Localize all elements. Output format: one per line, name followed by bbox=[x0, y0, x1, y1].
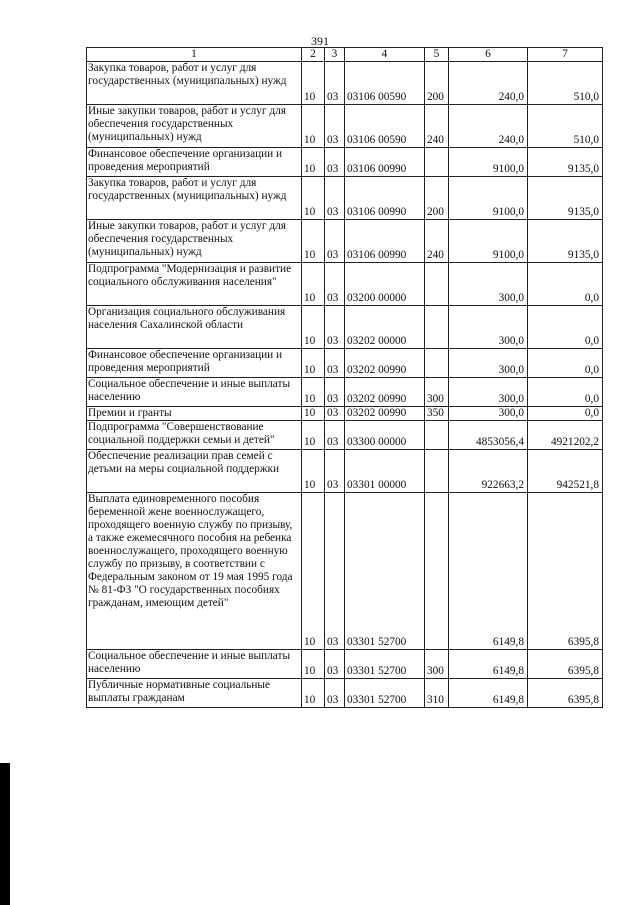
row-amount-1: 300,0 bbox=[449, 407, 528, 421]
row-amount-2: 6395,8 bbox=[528, 650, 603, 679]
scan-edge-mark bbox=[0, 763, 10, 905]
row-amount-2: 0,0 bbox=[528, 263, 603, 306]
row-subsection: 03 bbox=[325, 421, 345, 450]
row-expense-type: 200 bbox=[425, 177, 449, 220]
row-subsection: 03 bbox=[325, 493, 345, 650]
row-amount-1: 300,0 bbox=[449, 349, 528, 378]
row-amount-1: 300,0 bbox=[449, 263, 528, 306]
row-subsection: 03 bbox=[325, 62, 345, 105]
row-subsection: 03 bbox=[325, 148, 345, 177]
row-section: 10 bbox=[302, 450, 325, 493]
row-expense-type: 240 bbox=[425, 105, 449, 148]
row-name: Финансовое обеспечение организации и проведения мероприятий bbox=[87, 148, 302, 177]
table-row bbox=[87, 220, 603, 263]
row-amount-1: 9100,0 bbox=[449, 177, 528, 220]
row-expense-type bbox=[425, 148, 449, 177]
row-amount-2: 942521,8 bbox=[528, 450, 603, 493]
row-expense-type: 240 bbox=[425, 220, 449, 263]
row-target-article: 03106 00990 bbox=[345, 148, 425, 177]
row-amount-1: 4853056,4 bbox=[449, 421, 528, 450]
row-name: Закупка товаров, работ и услуг для государственных (муниципальных) нужд bbox=[87, 62, 302, 105]
row-section: 10 bbox=[302, 306, 325, 349]
row-subsection: 03 bbox=[325, 407, 345, 421]
row-name: Публичные нормативные социальные выплаты гражданам bbox=[87, 679, 302, 708]
row-target-article: 03106 00590 bbox=[345, 62, 425, 105]
table-row bbox=[87, 306, 603, 349]
row-subsection: 03 bbox=[325, 220, 345, 263]
row-target-article: 03106 00990 bbox=[345, 177, 425, 220]
table-row bbox=[87, 493, 603, 650]
row-section: 10 bbox=[302, 493, 325, 650]
row-target-article: 03106 00990 bbox=[345, 220, 425, 263]
header-cell-6: 6 bbox=[449, 48, 528, 62]
row-target-article: 03202 00990 bbox=[345, 407, 425, 421]
header-cell-2: 2 bbox=[302, 48, 325, 62]
row-amount-2: 0,0 bbox=[528, 378, 603, 407]
row-expense-type bbox=[425, 349, 449, 378]
budget-table bbox=[86, 47, 603, 708]
row-amount-1: 6149,8 bbox=[449, 650, 528, 679]
row-amount-1: 6149,8 bbox=[449, 679, 528, 708]
row-amount-1: 6149,8 bbox=[449, 493, 528, 650]
table-row bbox=[87, 62, 603, 105]
header-cell-5: 5 bbox=[425, 48, 449, 62]
row-target-article: 03301 52700 bbox=[345, 650, 425, 679]
row-name: Премии и гранты bbox=[87, 407, 302, 421]
row-amount-2: 0,0 bbox=[528, 407, 603, 421]
row-section: 10 bbox=[302, 177, 325, 220]
row-amount-2: 6395,8 bbox=[528, 679, 603, 708]
table-row bbox=[87, 421, 603, 450]
row-expense-type: 200 bbox=[425, 62, 449, 105]
row-subsection: 03 bbox=[325, 378, 345, 407]
row-expense-type bbox=[425, 493, 449, 650]
row-amount-1: 922663,2 bbox=[449, 450, 528, 493]
row-section: 10 bbox=[302, 148, 325, 177]
row-expense-type bbox=[425, 421, 449, 450]
row-amount-2: 510,0 bbox=[528, 62, 603, 105]
table-row bbox=[87, 450, 603, 493]
table-row bbox=[87, 263, 603, 306]
row-subsection: 03 bbox=[325, 650, 345, 679]
row-amount-2: 9135,0 bbox=[528, 148, 603, 177]
row-expense-type: 300 bbox=[425, 378, 449, 407]
row-section: 10 bbox=[302, 679, 325, 708]
table-row bbox=[87, 650, 603, 679]
header-cell-7: 7 bbox=[528, 48, 603, 62]
row-target-article: 03202 00990 bbox=[345, 378, 425, 407]
row-name: Финансовое обеспечение организации и проведения мероприятий bbox=[87, 349, 302, 378]
row-amount-1: 9100,0 bbox=[449, 148, 528, 177]
row-target-article: 03301 52700 bbox=[345, 493, 425, 650]
row-name: Выплата единовременного пособия беременной жене военнослужащего, проходящего военную службу по призыву, а также ежемесячного пособия на ребенка военнослужащего, проходящего военную службу по призыву, в соответствии с Федеральным законом от 19 мая 1995 года № 81-ФЗ "О государственных пособиях гражданам, имеющим детей" bbox=[87, 493, 302, 650]
row-amount-2: 0,0 bbox=[528, 306, 603, 349]
row-target-article: 03106 00590 bbox=[345, 105, 425, 148]
table-row bbox=[87, 349, 603, 378]
row-subsection: 03 bbox=[325, 349, 345, 378]
row-section: 10 bbox=[302, 62, 325, 105]
row-target-article: 03202 00990 bbox=[345, 349, 425, 378]
row-amount-1: 240,0 bbox=[449, 62, 528, 105]
row-target-article: 03301 52700 bbox=[345, 679, 425, 708]
row-amount-1: 300,0 bbox=[449, 306, 528, 349]
header-cell-3: 3 bbox=[325, 48, 345, 62]
row-amount-1: 9100,0 bbox=[449, 220, 528, 263]
row-subsection: 03 bbox=[325, 105, 345, 148]
row-name: Обеспечение реализации прав семей с детьми на меры социальной поддержки bbox=[87, 450, 302, 493]
row-amount-2: 0,0 bbox=[528, 349, 603, 378]
row-name: Организация социального обслуживания населения Сахалинской области bbox=[87, 306, 302, 349]
table-row bbox=[87, 407, 603, 421]
row-target-article: 03202 00000 bbox=[345, 306, 425, 349]
table-row bbox=[87, 105, 603, 148]
table-row bbox=[87, 148, 603, 177]
row-section: 10 bbox=[302, 263, 325, 306]
row-section: 10 bbox=[302, 407, 325, 421]
row-target-article: 03301 00000 bbox=[345, 450, 425, 493]
table-row bbox=[87, 378, 603, 407]
row-expense-type bbox=[425, 306, 449, 349]
row-expense-type bbox=[425, 263, 449, 306]
table-row bbox=[87, 679, 603, 708]
row-expense-type: 350 bbox=[425, 407, 449, 421]
page-number: 391 bbox=[311, 34, 329, 48]
table-body bbox=[87, 48, 603, 708]
header-row bbox=[87, 48, 603, 62]
row-subsection: 03 bbox=[325, 177, 345, 220]
row-subsection: 03 bbox=[325, 306, 345, 349]
table-row bbox=[87, 177, 603, 220]
row-amount-2: 9135,0 bbox=[528, 177, 603, 220]
row-amount-2: 6395,8 bbox=[528, 493, 603, 650]
row-section: 10 bbox=[302, 220, 325, 263]
row-amount-2: 9135,0 bbox=[528, 220, 603, 263]
row-name: Закупка товаров, работ и услуг для государственных (муниципальных) нужд bbox=[87, 177, 302, 220]
row-expense-type: 300 bbox=[425, 650, 449, 679]
row-expense-type bbox=[425, 450, 449, 493]
row-section: 10 bbox=[302, 650, 325, 679]
header-cell-1: 1 bbox=[87, 48, 302, 62]
row-subsection: 03 bbox=[325, 263, 345, 306]
row-amount-1: 240,0 bbox=[449, 105, 528, 148]
row-target-article: 03300 00000 bbox=[345, 421, 425, 450]
row-section: 10 bbox=[302, 349, 325, 378]
row-amount-1: 300,0 bbox=[449, 378, 528, 407]
row-subsection: 03 bbox=[325, 679, 345, 708]
row-section: 10 bbox=[302, 105, 325, 148]
row-name: Подпрограмма "Совершенствование социальной поддержки семьи и детей" bbox=[87, 421, 302, 450]
row-amount-2: 4921202,2 bbox=[528, 421, 603, 450]
row-name: Иные закупки товаров, работ и услуг для обеспечения государственных (муниципальных) нужд bbox=[87, 105, 302, 148]
row-subsection: 03 bbox=[325, 450, 345, 493]
row-section: 10 bbox=[302, 421, 325, 450]
row-amount-2: 510,0 bbox=[528, 105, 603, 148]
row-name: Иные закупки товаров, работ и услуг для обеспечения государственных (муниципальных) нужд bbox=[87, 220, 302, 263]
row-name: Социальное обеспечение и иные выплаты населению bbox=[87, 378, 302, 407]
row-name: Социальное обеспечение и иные выплаты населению bbox=[87, 650, 302, 679]
header-cell-4: 4 bbox=[345, 48, 425, 62]
row-target-article: 03200 00000 bbox=[345, 263, 425, 306]
row-section: 10 bbox=[302, 378, 325, 407]
row-expense-type: 310 bbox=[425, 679, 449, 708]
row-name: Подпрограмма "Модернизация и развитие социального обслуживания населения" bbox=[87, 263, 302, 306]
